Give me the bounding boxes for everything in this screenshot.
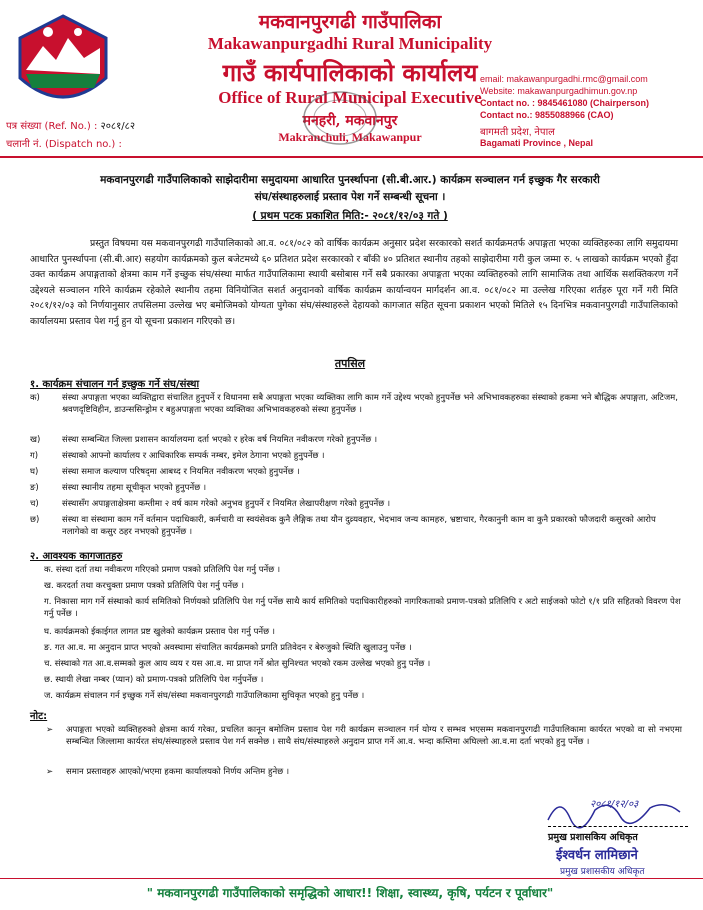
item-text: संस्था समाज कल्याण परिषद्‌मा आबध्द र नियमित नवीकरण भएको हुनुपर्नेछ । [62, 467, 300, 477]
item-text: संस्था वा संस्थामा काम गर्ने वर्तमान पदाधिकारी, कर्मचारी वा स्वयंसेवक कुनै लैङ्गिक तथा यौन दुव्र्यवहार, भेदभाव जन्य कामहरु, भ्रष्टाचार, गैरकानुनी काम वा कुनै प्रकारको फौजदारी कसुरको आरोप नलागेको वा कसुर ठहर नभएको हुनुपर्नेछ । [62, 515, 656, 537]
footer-slogan: " मकवानपुरगढी गाउँपालिकाको समृद्धिको आधार!! शिक्षा, स्वास्थ्य, कृषि, पर्यटन र पूर्वाधार" [146, 886, 554, 900]
place-np: मनहरी, मकवानपुर [302, 113, 398, 129]
contact-chair: Contact no. : 9845461080 (Chairperson) [480, 98, 650, 108]
list-item: ङ. गत आ.व. मा अनुदान प्राप्त भएको अवस्थामा संचालित कार्यक्रमको प्रगति प्रतिवेदन र बेरुजुको स्थिति खुलाउनु पर्नेछ । [44, 643, 412, 653]
place-en: Makranchuli, Makawanpur [278, 130, 422, 144]
signatory-title: प्रमुख प्रशासकिय अधिकृत [548, 832, 638, 843]
list-item: छ. स्थायी लेखा नम्बर (प्यान) को प्रमाण-पत्रको प्रतिलिपि पेश गर्नुपर्नेछ । [44, 675, 264, 685]
signature-date: २०८१/१२/०३ [590, 799, 639, 810]
list-item [30, 466, 680, 478]
item-label: च) [30, 499, 39, 509]
section1-heading: १. कार्यक्रम संचालन गर्न इच्छुक गर्ने संघ/संस्था [30, 379, 200, 390]
list-item [46, 724, 682, 748]
signatory-title-stamp: प्रमुख प्रशासकीय अधिकृत [560, 867, 645, 877]
ref-value: २०८१/८२ [100, 121, 136, 132]
item-text: संस्था अपाङ्गता भएका व्यक्तिद्वारा संचालित हुनुपर्ने र विधानमा सबै अपाङ्गता भएका व्यक्तिका लागि काम गर्ने उद्देश्य भएको हुनुपर्नेछ भने अभिभावकहरुका संस्थाको हकमा भने बौद्धिक अपाङ्गता, अटिजम, श्रवणदृष्टिविहीन, डाउन्ससिन्ड्रोम र बहुअपाङ्गता भएका व्यक्तिका अभिभावकहरुको संस्था हुनुपर्नेछ । [62, 393, 678, 415]
intro-paragraph: प्रस्तुत विषयमा यस मकवानपुरगढी गाउँपालिकाको आ.व. ०८१/०८२ को वार्षिक कार्यक्रम अनुसार प्रदेश सरकारको सशर्त कार्यक्रमतर्फ अपाङ्गता भएका व्यक्तिहरुका लागि समुदायमा आधारित पुनर्स्थापना (सी.बी.आर) सहयोग कार्यक्रमको कुल बजेटमध्ये ६० प्रतिशत प्रदेश सरकारको र बाँकी ४० प्रतिशत स्थानीय तहको साझेदारीमा गरी कुल जम्मा रु. ५ लाखको कार्यक्रम भएको हुँदा उक्त कार्यक्रम अपाङ्गताको क्षेत्रमा काम गर्ने इच्छुक संघ/संस्था मार्फत गाउँपालिकामा स्थायी बसोबास गर्ने सबै प्रकारका अपाङ्गता भएका व्यक्तिहरुको लागि सामाजिक तथा आर्थिक सशक्तिकरण गर्ने उद्देश्यले सञ्चालन गरिने कार्यक्रम रहेकोले स्थानीय तहमा विनियोजित सशर्त अनुदानको वार्षिक कार्यक्रम कार्यान्वयन मार्गदर्शन आ.व. ०८१/०८२ मा उल्लेख गरिएका शर्तहरु पूरा गर्ने गरी मिति २०८१/१२/०३ को निर्णयानुसार तपसिलमा उल्लेख भए बमोजिमको योग्यता पुगेका संघ/संस्थाहरुले देहायको कागजात सहित सूचना प्रकाशन भएको मितिले १५ दिनभित्र मकवानपुरगढी गाउँपालिकाको कार्यालयमा प्रस्ताव पेश गर्नु हुन यो सूचना प्रकाशन गरिएको छ। [30, 238, 678, 327]
tapsil-heading: तपसिल [334, 357, 366, 370]
province-en: Bagamati Province , Nepal [480, 138, 594, 148]
province-np: बागमती प्रदेश, नेपाल [480, 127, 555, 138]
website-text: Website: makawanpurgadhimun.gov.np [480, 86, 638, 96]
item-label: ख) [30, 435, 41, 445]
section2-heading: २. आवश्यक कागजातहरु [30, 551, 123, 562]
note-text: अपाङ्गता भएको व्यक्तिहरुको क्षेत्रमा कार्य गरेका, प्रचलित कानून बमोजिम प्रस्ताव पेश गरी कार्यक्रम सञ्चालन गर्न योग्य र सम्भव भएसम्म मकवानपुरगढी गाउँपालिकामा कार्यरत भएको वा सो नभएमा सम्बन्धित जिल्लामा कार्यरत संघ/संस्थाहरुले प्रस्ताव पेश गर्न सक्नेछ । साथै संघ/संस्थाहरुले अनुदान प्राप्त गर्ने आ.व. भन्दा कम्तिमा अघिल्लो आ.व.मा दर्ता भएको हुनु पर्नेछ । [66, 725, 682, 747]
item-label: ग) [30, 451, 39, 461]
note-heading: नोट: [30, 711, 48, 722]
item-text: संस्थासँग अपाङ्गताक्षेत्रमा कम्तीमा २ वर्ष काम गरेको अनुभव हुनुपर्ने र नियमित लेखापरीक्षण गरेको हुनुपर्नेछ । [62, 499, 391, 509]
list-item [30, 450, 680, 462]
office-stamp-icon [300, 88, 380, 148]
list-item: घ. कार्यक्रमको ईकाईगत लागत प्रष्ट खुलेको कार्यक्रम प्रस्ताव पेश गर्नु पर्नेछ । [44, 627, 276, 637]
arrow-bullet-icon: ➢ [46, 725, 54, 735]
signatory-name: ईश्वर्धन लामिछाने [556, 848, 638, 863]
list-item: च. संस्थाको गत आ.व.सम्मको कुल आय व्यय र यस आ.व. मा प्राप्त गर्ने श्रोत सुनिश्चत भएको रकम उल्लेख भएको हुनु पर्नेछ । [44, 659, 431, 669]
notice-title-line1: मकवानपुरगढी गाउँपालिकाको साझेदारीमा समुदायमा आधारित पुनर्स्थापना (सी.बी.आर.) कार्यक्रम सञ्चालन गर्न इच्छुक गैर सरकारी [100, 174, 600, 186]
item-label: ङ) [30, 483, 39, 493]
contact-cao: Contact no.: 9855088966 (CAO) [480, 110, 614, 120]
item-label: क) [30, 393, 40, 403]
item-label: घ) [30, 467, 39, 477]
list-item [30, 514, 680, 538]
list-item [46, 766, 682, 778]
signature-line [548, 826, 688, 827]
item-text: संस्था सम्बन्धित जिल्ला प्रशासन कार्यालयमा दर्ता भएको र हरेक वर्ष नियमित नवीकरण गरेको हुनुपर्नेछ । [62, 435, 378, 445]
notice-title-line2: संघ/संस्थाहरुलाई प्रस्ताव पेश गर्ने सम्बन्धी सूचना । [254, 191, 446, 203]
list-item [30, 392, 680, 416]
email-text: email: makawanpurgadhi.rmc@gmail.com [480, 74, 648, 84]
municipality-name-np: मकवानपुरगढी गाउँपालिका [258, 11, 442, 33]
ref-label: पत्र संख्या (Ref. No.) : [6, 121, 98, 132]
municipality-logo-icon [8, 8, 118, 118]
list-item: क. संस्था दर्ता तथा नवीकरण गरिएको प्रमाण पत्रको प्रतिलिपि पेश गर्नु पर्नेछ । [44, 565, 281, 575]
list-item: ज. कार्यक्रम संचालन गर्न इच्छुक गर्ने संघ/संस्था मकवानपुरगढी गाउँपालिकामा सुचिकृत भएको हुनु पर्नेछ । [44, 691, 365, 701]
list-item: ख. करदर्ता तथा करचुक्ता प्रमाण पत्रको प्रतिलिपि पेश गर्नु पर्नेछ । [44, 581, 244, 591]
dispatch-label: चलानी नं. (Dispatch no.) : [6, 139, 122, 150]
list-item [30, 498, 680, 510]
publish-date: ( प्रथम पटक प्रकाशित मिति:- २०८१/१२/०३ गते ) [252, 210, 448, 222]
office-name-np: गाउँ कार्यपालिकाको कार्यालय [222, 58, 478, 87]
note-text: समान प्रस्तावहरु आएको/भएमा हकमा कार्यालयको निर्णय अन्तिम हुनेछ । [66, 767, 290, 777]
list-item: ग. निकासा माग गर्ने संस्थाको कार्य समितिको निर्णयको प्रतिलिपि पेश गर्नु पर्नेछ साथै कार्य समितिको पदाधिकारीहरुको नागरिकताको प्रमाण-पत्रको प्रतिलिपि र अटो साईजको फोटो १/१ प्रति सहितको विवरण पेश गर्नु पर्नेछ । [44, 597, 681, 619]
list-item [30, 434, 680, 446]
arrow-bullet-icon: ➢ [46, 767, 54, 777]
item-label: छ) [30, 515, 40, 525]
footer-divider [0, 878, 703, 879]
office-name-en: Office of Rural Municipal Executive [218, 88, 482, 107]
item-text: संस्थाको आफ्नो कार्यालय र आधिकारिक सम्पर्क नम्बर, इमेल ठेगाना भएको हुनुपर्नेछ । [62, 451, 325, 461]
item-text: संस्था स्थानीय तहमा सूचीकृत भएको हुनुपर्नेछ । [62, 483, 207, 493]
header-divider [0, 156, 703, 158]
list-item [30, 482, 680, 494]
municipality-name-en: Makawanpurgadhi Rural Municipality [207, 34, 493, 53]
